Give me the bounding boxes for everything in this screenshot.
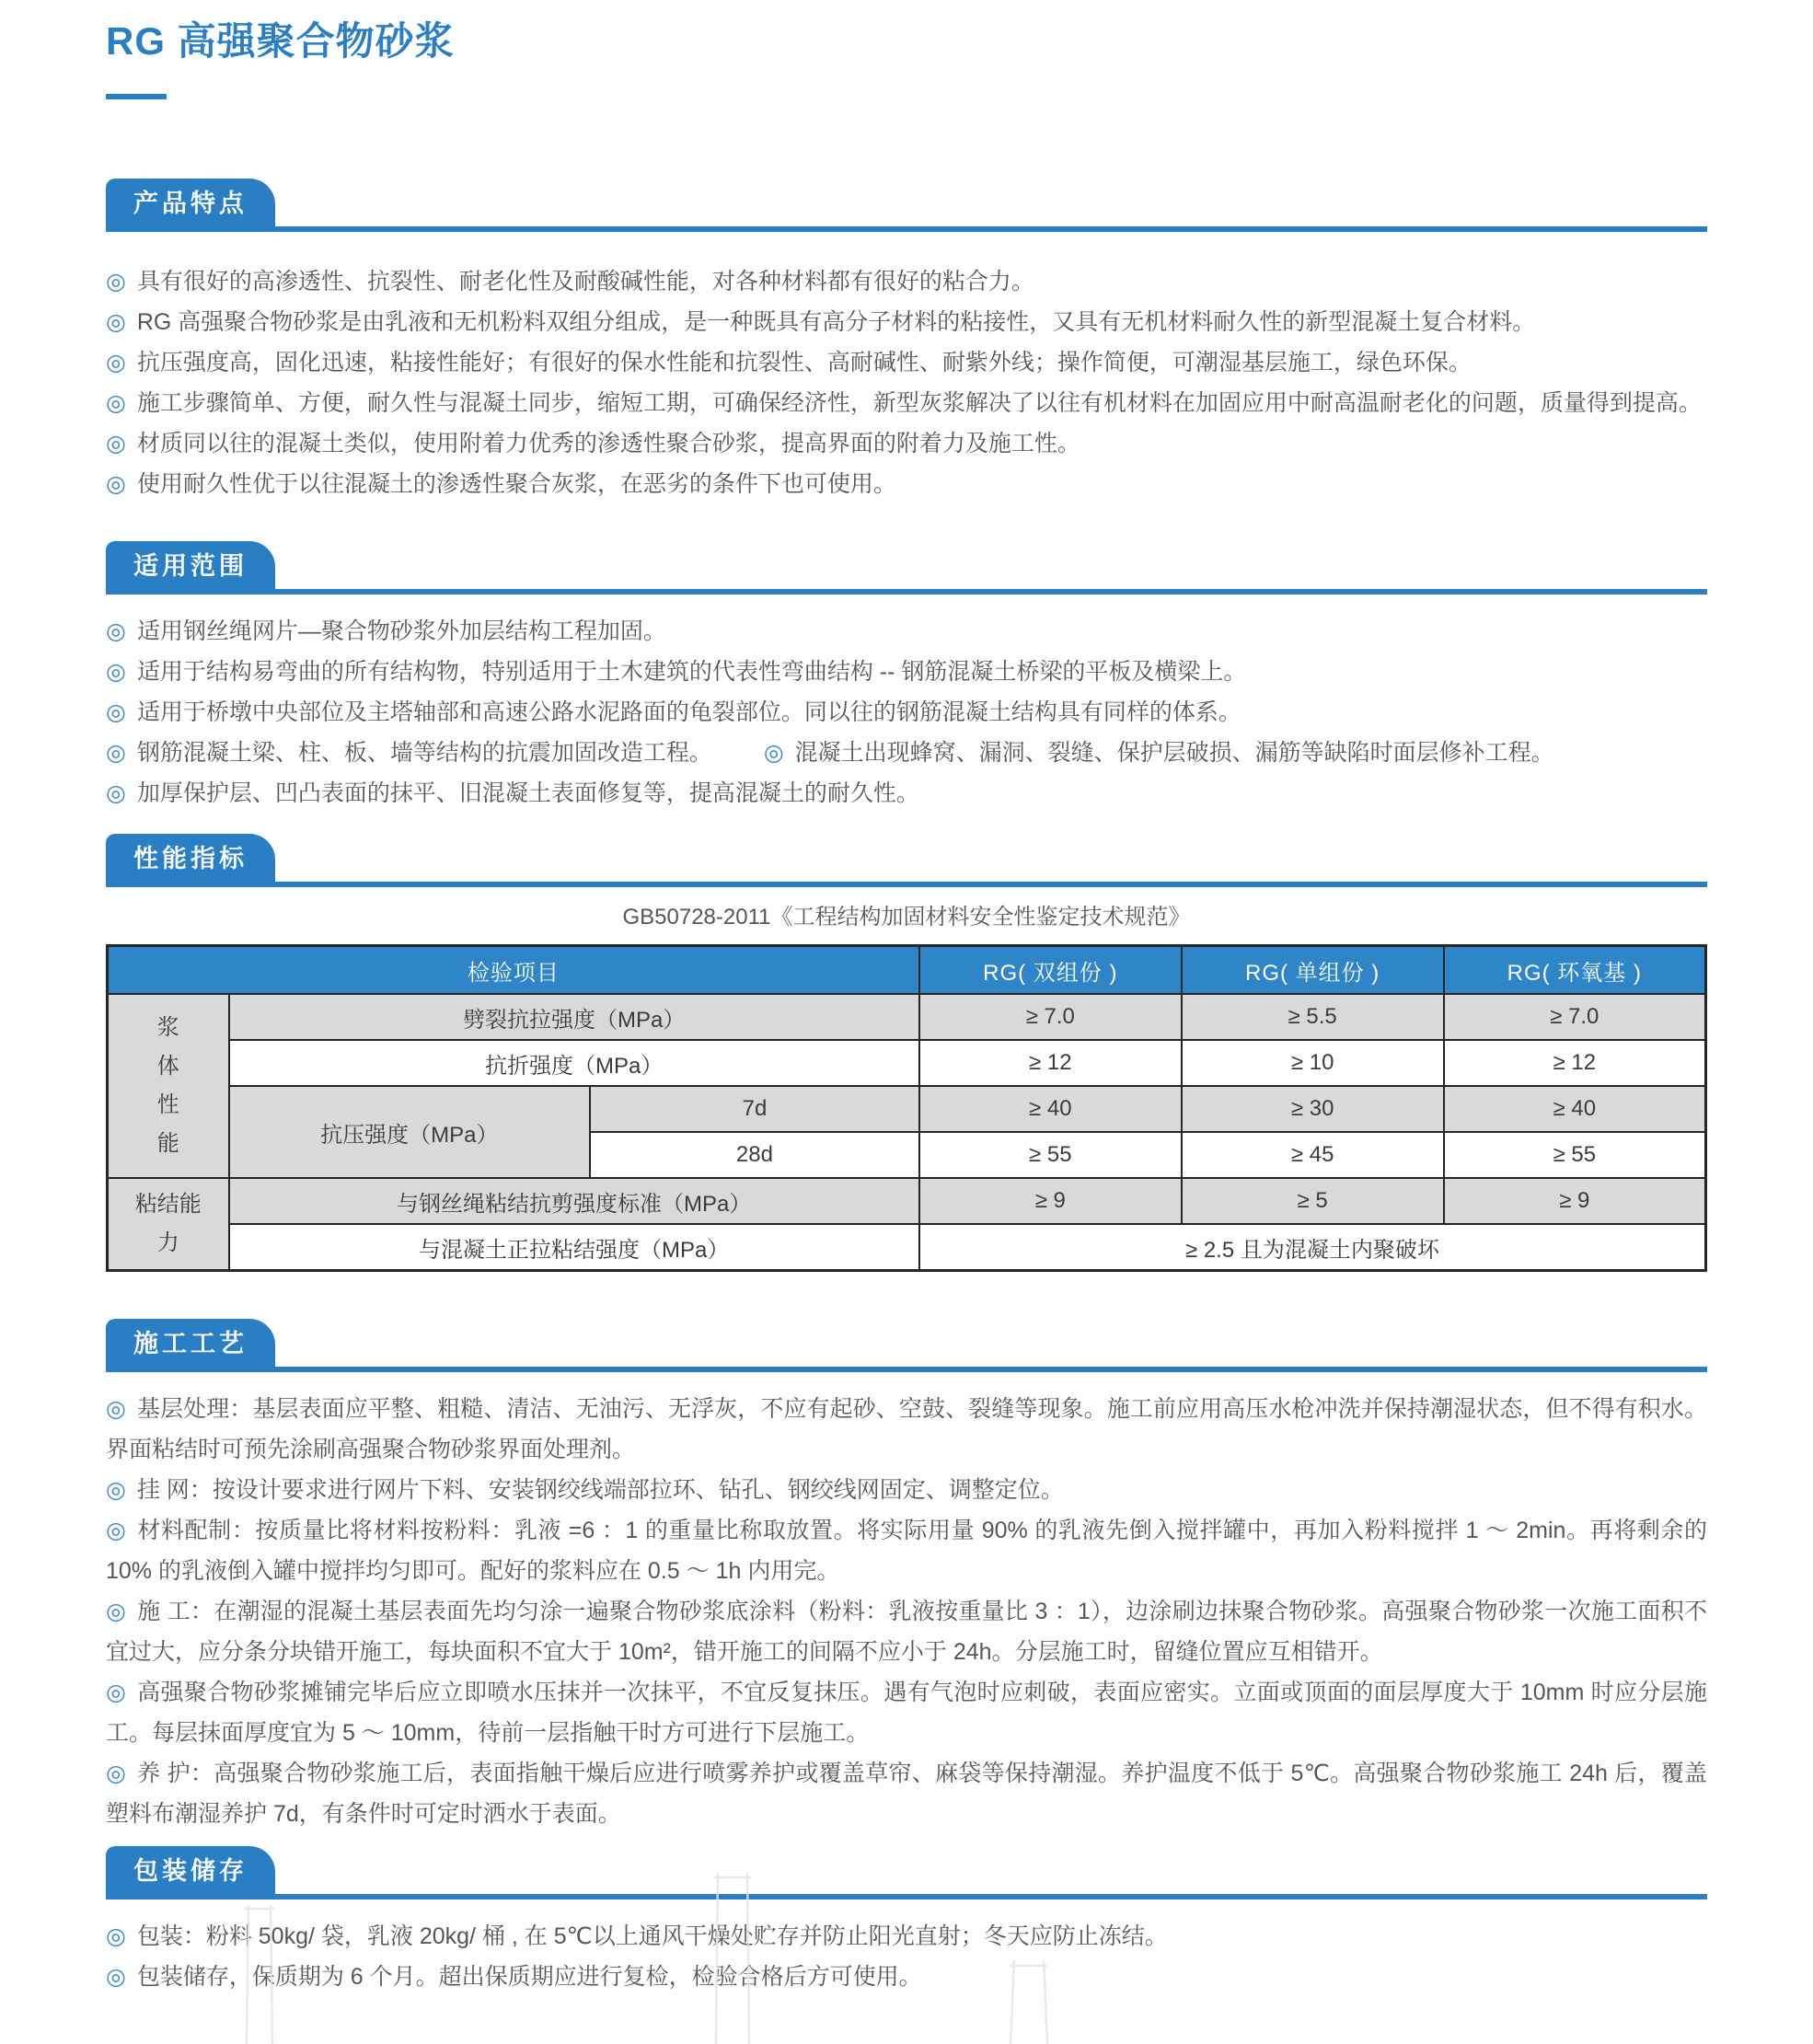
bullet-icon: ◎ — [106, 350, 126, 375]
list-item-text: 适用钢丝绳网片—聚合物砂浆外加层结构工程加固。 — [136, 618, 666, 644]
list-item-text: 混凝土出现蜂窝、漏洞、裂缝、保护层破损、漏筋等缺陷时面层修补工程。 — [794, 740, 1554, 766]
table-cell: 7d — [590, 1086, 919, 1132]
list-item-text: 材质同以往的混凝土类似，使用附着力优秀的渗透性聚合砂浆，提高界面的附着力及施工性。 — [136, 431, 1080, 456]
table-cell: ≥ 2.5 且为混凝土内聚破坏 — [919, 1224, 1706, 1271]
list-item-text: 包装储存，保质期为 6 个月。超出保质期应进行复检，检验合格后方可使用。 — [136, 1964, 922, 1990]
section-header-process — [106, 1319, 1707, 1372]
list-item-text: 养 护：高强聚合物砂浆施工后，表面指触干燥后应进行喷雾养护或覆盖草帘、麻袋等保持潮湿。养护温度不低于 5℃。高强聚合物砂浆施工 24h 后，覆盖塑料布潮湿养护 7d，有条件时可定时洒水于表面。 — [106, 1761, 1707, 1827]
table-row — [108, 1224, 1706, 1271]
list-item — [106, 1591, 1707, 1672]
list-item — [106, 261, 1707, 302]
bullet-icon: ◎ — [106, 699, 126, 725]
table-cell: ≥ 7.0 — [919, 994, 1182, 1040]
bullet-icon: ◎ — [106, 1396, 126, 1422]
list-item — [106, 1470, 1707, 1510]
section-features — [106, 179, 1707, 504]
section-badge-features: 产品特点 — [106, 179, 275, 227]
list-item — [106, 383, 1707, 423]
bullet-icon: ◎ — [106, 1964, 126, 1990]
list-item — [106, 611, 1707, 652]
list-item — [106, 1510, 1707, 1591]
performance-table — [106, 944, 1707, 1272]
bullet-icon: ◎ — [106, 659, 126, 685]
packaging-list — [106, 1916, 1707, 1997]
section-badge-scope: 适用范围 — [106, 541, 275, 590]
table-header-cell: RG( 双组份 ) — [919, 946, 1182, 995]
section-header-packaging — [106, 1846, 1707, 1900]
table-cell: ≥ 9 — [919, 1178, 1182, 1224]
bullet-icon: ◎ — [106, 1923, 126, 1949]
list-item-text: 基层处理：基层表面应平整、粗糙、清洁、无油污、无浮灰，不应有起砂、空鼓、裂缝等现象。施工前应用高压水枪冲洗并保持潮湿状态，但不得有积水。界面粘结时可预先涂刷高强聚合物砂浆界面处理剂。 — [106, 1396, 1707, 1462]
table-cell: 抗折强度（MPa） — [229, 1040, 919, 1086]
list-item — [106, 342, 1707, 383]
section-header-features — [106, 179, 1707, 232]
list-item — [106, 1389, 1707, 1470]
bullet-icon: ◎ — [106, 740, 126, 766]
bullet-icon: ◎ — [106, 390, 126, 416]
list-item — [106, 1753, 1707, 1834]
list-item-text: 施工步骤简单、方便，耐久性与混凝土同步，缩短工期，可确保经济性，新型灰浆解决了以往有机材料在加固应用中耐高温耐老化的问题，质量得到提高。 — [136, 390, 1702, 416]
bullet-icon: ◎ — [106, 1761, 127, 1786]
list-item — [106, 692, 1707, 733]
list-item-text: 加厚保护层、凹凸表面的抹平、旧混凝土表面修复等，提高混凝土的耐久性。 — [136, 780, 919, 806]
list-item — [106, 464, 1707, 504]
section-header-performance — [106, 834, 1707, 887]
bullet-icon: ◎ — [106, 618, 126, 644]
section-process — [106, 1319, 1707, 1834]
table-header-row — [108, 946, 1706, 995]
table-cell: 劈裂抗拉强度（MPa） — [229, 994, 919, 1040]
table-cell: ≥ 5 — [1182, 1178, 1444, 1224]
page-title: RG 高强聚合物砂浆 — [106, 19, 455, 63]
table-header-cell: 检验项目 — [108, 946, 919, 995]
list-item — [106, 1916, 1707, 1957]
section-badge-process: 施工工艺 — [106, 1319, 275, 1368]
table-cell: ≥ 7.0 — [1444, 994, 1706, 1040]
group-label: 浆体性能 — [156, 1015, 179, 1156]
bullet-icon: ◎ — [106, 1680, 127, 1705]
bullet-icon: ◎ — [106, 1599, 127, 1624]
table-cell: ≥ 12 — [919, 1040, 1182, 1086]
table-cell: ≥ 55 — [919, 1132, 1182, 1178]
table-cell: ≥ 30 — [1182, 1086, 1444, 1132]
group-label: 粘结能力 — [134, 1192, 202, 1255]
bullet-icon: ◎ — [106, 1518, 127, 1543]
table-cell: ≥ 40 — [919, 1086, 1182, 1132]
table-cell: ≥ 45 — [1182, 1132, 1444, 1178]
list-item — [106, 423, 1707, 464]
table-row — [108, 994, 1706, 1040]
scope-list — [106, 611, 1707, 814]
table-cell: 28d — [590, 1132, 919, 1178]
list-item-text: 包装：粉料 50kg/ 袋，乳液 20kg/ 桶 , 在 5℃以上通风干燥处贮存并防止阳光直射；冬天应防止冻结。 — [136, 1923, 1168, 1949]
list-item-text: 钢筋混凝土梁、柱、板、墙等结构的抗震加固改造工程。 — [136, 740, 712, 766]
table-cell: ≥ 40 — [1444, 1086, 1706, 1132]
process-list — [106, 1389, 1707, 1834]
pair-right — [764, 733, 1554, 773]
features-list — [106, 261, 1707, 504]
bullet-icon: ◎ — [106, 309, 126, 335]
list-item-text: 材料配制：按质量比将材料按粉料：乳液 =6 ：1 的重量比称取放置。将实际用量 90% 的乳液先倒入搅拌罐中，再加入粉料搅拌 1 ～ 2min。再将剩余的 10% 的乳液倒入罐中搅拌均匀即可。配好的浆料应在 0.5 ～ 1h 内用完。 — [106, 1518, 1707, 1584]
list-item — [106, 652, 1707, 692]
table-header-cell: RG( 环氧基 ) — [1444, 946, 1706, 995]
list-item-text: 适用于桥墩中央部位及主塔轴部和高速公路水泥路面的龟裂部位。同以往的钢筋混凝土结构具有同样的体系。 — [136, 699, 1241, 725]
table-row — [108, 1040, 1706, 1086]
list-item-text: 使用耐久性优于以往混凝土的渗透性聚合灰浆，在恶劣的条件下也可使用。 — [136, 471, 896, 497]
table-group-cell — [108, 1178, 229, 1271]
table-caption: GB50728-2011《工程结构加固材料安全性鉴定技术规范》 — [622, 905, 1191, 930]
bullet-icon: ◎ — [106, 471, 126, 497]
table-header-cell: RG( 单组份 ) — [1182, 946, 1444, 995]
list-item-text: 具有很好的高渗透性、抗裂性、耐老化性及耐酸碱性能，对各种材料都有很好的粘合力。 — [136, 269, 1034, 294]
section-badge-performance: 性能指标 — [106, 834, 275, 883]
list-item — [106, 1957, 1707, 1997]
table-cell: ≥ 10 — [1182, 1040, 1444, 1086]
table-row — [108, 1086, 1706, 1132]
table-cell: ≥ 5.5 — [1182, 994, 1444, 1040]
pair-left — [106, 733, 712, 773]
table-cell: ≥ 12 — [1444, 1040, 1706, 1086]
bullet-icon: ◎ — [106, 269, 126, 294]
table-group-cell — [108, 994, 229, 1178]
list-item-text: 抗压强度高，固化迅速，粘接性能好；有很好的保水性能和抗裂性、高耐碱性、耐紫外线；操作简便，可潮湿基层施工，绿色环保。 — [136, 350, 1472, 375]
table-row — [108, 1178, 1706, 1224]
section-packaging — [106, 1846, 1707, 1997]
list-item — [106, 302, 1707, 342]
section-performance — [106, 834, 1707, 1272]
list-item — [106, 773, 1707, 814]
list-item — [106, 1672, 1707, 1753]
table-cell: ≥ 55 — [1444, 1132, 1706, 1178]
bullet-icon: ◎ — [106, 1477, 126, 1503]
table-cell: 与钢丝绳粘结抗剪强度标准（MPa） — [229, 1178, 919, 1224]
section-badge-packaging: 包装储存 — [106, 1846, 275, 1895]
bullet-icon: ◎ — [106, 431, 126, 456]
list-item-text: 挂 网：按设计要求进行网片下料、安装钢绞线端部拉环、钻孔、钢绞线网固定、调整定位。 — [136, 1477, 1064, 1503]
title-underline — [106, 94, 167, 99]
list-item-text: 高强聚合物砂浆摊铺完毕后应立即喷水压抹并一次抹平，不宜反复抹压。遇有气泡时应刺破，表面应密实。立面或顶面的面层厚度大于 10mm 时应分层施工。每层抹面厚度宜为 5 ～ 10mm，待前一层指触干时方可进行下层施工。 — [106, 1680, 1707, 1746]
list-item-text: 适用于结构易弯曲的所有结构物，特别适用于土木建筑的代表性弯曲结构 -- 钢筋混凝土桥梁的平板及横梁上。 — [136, 659, 1247, 685]
list-item-text: RG 高强聚合物砂浆是由乳液和无机粉料双组分组成，是一种既具有高分子材料的粘接性，又具有无机材料耐久性的新型混凝土复合材料。 — [136, 309, 1536, 335]
section-header-scope — [106, 541, 1707, 595]
list-item-double — [106, 733, 1707, 773]
section-scope — [106, 541, 1707, 814]
bullet-icon: ◎ — [106, 780, 126, 806]
list-item-text: 施 工：在潮湿的混凝土基层表面先均匀涂一遍聚合物砂浆底涂料（粉料：乳液按重量比 3 ：1），边涂刷边抹聚合物砂浆。高强聚合物砂浆一次施工面积不宜过大，应分条分块错开施工，每块面积不宜大于 10m²，错开施工的间隔不应小于 24h。分层施工时，留缝位置应互相错开。 — [106, 1599, 1707, 1665]
table-cell: 与混凝土正拉粘结强度（MPa） — [229, 1224, 919, 1271]
table-cell: 抗压强度（MPa） — [229, 1086, 591, 1178]
bullet-icon: ◎ — [763, 740, 784, 766]
table-cell: ≥ 9 — [1444, 1178, 1706, 1224]
